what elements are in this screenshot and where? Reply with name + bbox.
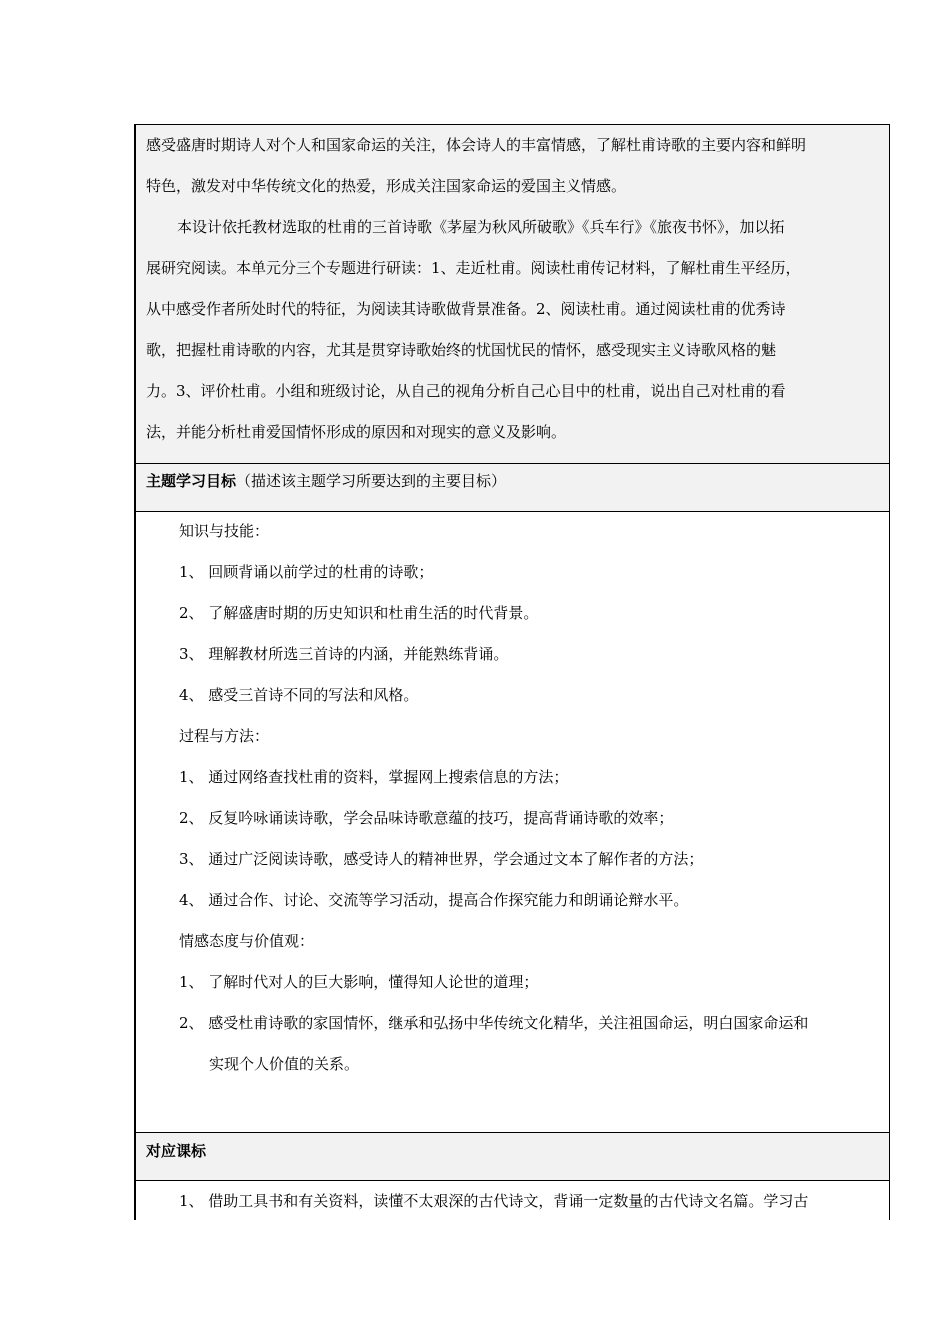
goal-item: 1、 回顾背诵以前学过的杜甫的诗歌； (179, 563, 434, 581)
standard-header-row (136, 1133, 889, 1180)
goal-item: 2、 反复吟咏诵读诗歌，学会品味诗歌意蕴的技巧，提高背诵诗歌的效率； (179, 809, 674, 827)
goal-item: 1、 通过网络查找杜甫的资料，掌握网上搜索信息的方法； (179, 768, 569, 786)
goal-item: 2、 了解盛唐时期的历史知识和杜甫生活的时代背景。 (179, 604, 539, 622)
intro-line: 展研究阅读。本单元分三个专题进行研读：1、走近杜甫。阅读杜甫传记材料，了解杜甫生平经历， (146, 259, 801, 277)
emotion-title: 情感态度与价值观： (179, 932, 315, 950)
goal-item-continued: 实现个人价值的关系。 (209, 1055, 360, 1073)
intro-line: 歌，把握杜甫诗歌的内容，尤其是贯穿诗歌始终的忧国忧民的情怀，感受现实主义诗歌风格的魅 (146, 341, 777, 359)
goals-header-note: （描述该主题学习所要达到的主要目标） (236, 472, 507, 490)
knowledge-title: 知识与技能： (179, 522, 270, 540)
goals-header (146, 471, 506, 491)
intro-line: 感受盛唐时期诗人对个人和国家命运的关注，体会诗人的丰富情感，了解杜甫诗歌的主要内容和鲜明 (146, 136, 807, 154)
lesson-table (134, 124, 890, 1220)
goal-item: 1、 了解时代对人的巨大影响，懂得知人论世的道理； (179, 973, 539, 991)
standard-item: 1、 借助工具书和有关资料，读懂不太艰深的古代诗文，背诵一定数量的古代诗文名篇。学习古 (179, 1192, 809, 1210)
goals-header-title: 主题学习目标 (146, 472, 237, 490)
goal-item: 3、 理解教材所选三首诗的内涵，并能熟练背诵。 (179, 645, 509, 663)
process-title: 过程与方法： (179, 727, 270, 745)
intro-line: 本设计依托教材选取的杜甫的三首诗歌《茅屋为秋风所破歌》《兵车行》《旅夜书怀》，加以拓 (177, 218, 785, 236)
intro-line: 法，并能分析杜甫爱国情怀形成的原因和对现实的意义及影响。 (146, 423, 567, 441)
intro-row (136, 125, 889, 463)
goal-item: 3、 通过广泛阅读诗歌，感受诗人的精神世界，学会通过文本了解作者的方法； (179, 850, 704, 868)
intro-line: 力。3、评价杜甫。小组和班级讨论，从自己的视角分析自己心目中的杜甫，说出自己对杜甫的看 (146, 382, 786, 400)
intro-line: 特色，激发对中华传统文化的热爱，形成关注国家命运的爱国主义情感。 (146, 177, 627, 195)
standard-header-title: 对应课标 (146, 1142, 207, 1160)
goals-header-row (136, 464, 889, 511)
goal-item: 2、 感受杜甫诗歌的家国情怀，继承和弘扬中华传统文化精华，关注祖国命运，明白国家命运和 (179, 1014, 809, 1032)
standard-body-row (136, 1181, 889, 1221)
goal-item: 4、 通过合作、讨论、交流等学习活动，提高合作探究能力和朗诵论辩水平。 (179, 891, 689, 909)
intro-line: 从中感受作者所处时代的特征，为阅读其诗歌做背景准备。2、阅读杜甫。通过阅读杜甫的优秀诗 (146, 300, 786, 318)
goals-body-row (136, 512, 889, 1132)
goal-item: 4、 感受三首诗不同的写法和风格。 (179, 686, 419, 704)
